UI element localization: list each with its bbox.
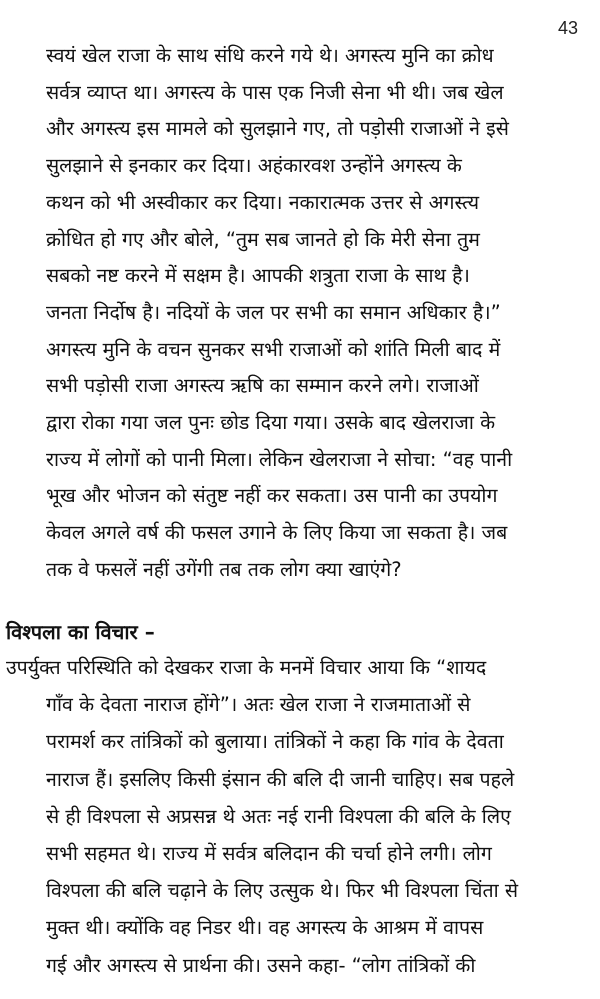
text-line: गाँव के देवता नाराज होंगे”। अतः खेल राजा ने राजमाताओं से bbox=[46, 693, 471, 717]
section-heading: विश्पला का विचार – bbox=[6, 620, 155, 644]
text-line: भूख और भोजन को संतुष्ट नहीं कर सकता। उस पानी का उपयोग bbox=[46, 484, 498, 508]
text-line: सर्वत्र व्याप्त था। अगस्त्य के पास एक निजी सेना भी थी। जब खेल bbox=[46, 80, 504, 104]
text-line: स्वयं खेल राजा के साथ संधि करने गये थे। अगस्त्य मुनि का क्रोध bbox=[46, 44, 494, 67]
text-line: मुक्त थी। क्योंकि वह निडर थी। वह अगस्त्य के आश्रम में वापस bbox=[46, 916, 484, 940]
text-line: नाराज हैं। इसलिए किसी इंसान की बलि दी जानी चाहिए। सब पहले bbox=[46, 767, 515, 791]
text-line: कथन को भी अस्वीकार कर दिया। नकारात्मक उत्तर से अगस्त्य bbox=[46, 190, 480, 214]
text-line: केवल अगले वर्ष की फसल उगाने के लिए किया जा सकता है। जब bbox=[46, 521, 508, 545]
text-line: सबको नष्ट करने में सक्षम है। आपकी शत्रुता राजा के साथ है। bbox=[46, 264, 470, 288]
text-line: गई और अगस्त्य से प्रार्थना की। उसने कहा- “लोग तांत्रिकों की bbox=[46, 953, 476, 977]
text-line: सुलझाने से इनकार कर दिया। अहंकारवश उन्होंने अगस्त्य के bbox=[46, 154, 462, 178]
text-line: और अगस्त्य इस मामले को सुलझाने गए, तो पड़ोसी राजाओं ने इसे bbox=[46, 117, 509, 141]
text-line: सभी पड़ोसी राजा अगस्त्य ऋषि का सम्मान करने लगे। राजाओं bbox=[46, 374, 479, 398]
page-number: 43 bbox=[557, 18, 578, 38]
text-line: से ही विश्पला से अप्रसन्न थे अतः नई रानी विश्पला की बलि के लिए bbox=[46, 804, 511, 828]
text-line: सभी सहमत थे। राज्य में सर्वत्र बलिदान की चर्चा होने लगी। लोग bbox=[46, 842, 492, 865]
text-line: परामर्श कर तांत्रिकों को बुलाया। तांत्रिकों ने कहा कि गांव के देवता bbox=[46, 730, 504, 754]
text-line: जनता निर्दोष है। नदियों के जल पर सभी का समान अधिकार है।” bbox=[46, 300, 501, 324]
text-line: क्रोधित हो गए और बोले, “तुम सब जानते हो कि मेरी सेना तुम bbox=[46, 227, 480, 251]
text-line: उपर्युक्त परिस्थिति को देखकर राजा के मनमें विचार आया कि “शायद bbox=[6, 656, 487, 679]
text-line: राज्य में लोगों को पानी मिला। लेकिन खेलराजा ने सोचा: “वह पानी bbox=[46, 447, 513, 471]
text-line: तक वे फसलें नहीं उगेंगी तब तक लोग क्या खाएंगे? bbox=[46, 557, 402, 581]
text-line: विश्पला की बलि चढ़ाने के लिए उत्सुक थे। फिर भी विश्पला चिंता से bbox=[46, 879, 519, 903]
text-line: अगस्त्य मुनि के वचन सुनकर सभी राजाओं को शांति मिली बाद में bbox=[46, 337, 501, 361]
text-line: द्वारा रोका गया जल पुनः छोड दिया गया। उसके बाद खेलराजा के bbox=[46, 411, 496, 434]
